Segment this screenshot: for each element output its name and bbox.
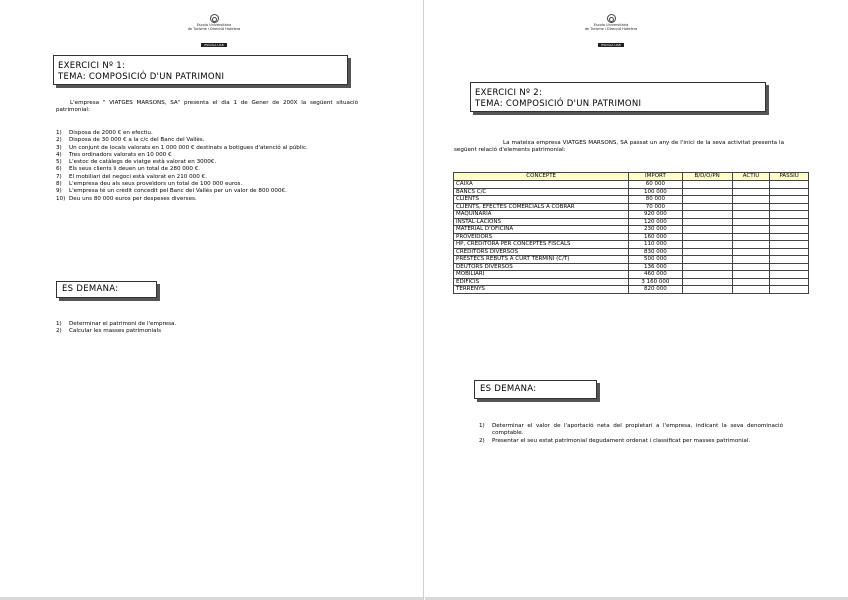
cell-actiu	[732, 226, 770, 234]
list-item-number: 1)	[479, 423, 485, 429]
exercise-intro: L'empresa " VIATGES MARSONS, SA" presenta el dia 1 de Gener de 200X la següent situació patrimonial:	[56, 100, 358, 114]
cell-import: 60 000	[629, 181, 682, 189]
cell-passiu	[770, 196, 809, 204]
table-row	[454, 181, 809, 189]
col-header-actiu: ACTIU	[732, 173, 770, 181]
asks-list	[479, 423, 783, 445]
cell-passiu	[770, 226, 809, 234]
list-item	[56, 196, 358, 203]
cell-import: 830 000	[629, 248, 682, 256]
header-line-2: de Turisme i Direcció Hotelera	[584, 27, 638, 31]
cell-passiu	[770, 188, 809, 196]
list-item-text: Determinar el patrimoni de l'empresa.	[69, 321, 177, 327]
header-line-1: Escola Universitària	[593, 23, 629, 27]
list-item-number: 10)	[56, 195, 66, 202]
col-header-concept: CONCEPTE	[454, 173, 629, 181]
cell-actiu	[732, 263, 770, 271]
cell-classification	[682, 196, 732, 204]
list-item-number: 3)	[56, 144, 62, 151]
cell-concept: EDIFICIS	[454, 278, 629, 286]
table-row	[454, 271, 809, 279]
cell-classification	[682, 226, 732, 234]
exercise-intro: La mateixa empresa VIATGES MARSONS, SA passat un any de l'inici de la seva activitat presenta la següent relació d'elements patrimonial:	[454, 140, 784, 154]
table-row	[454, 211, 809, 219]
col-header-passiu: PASSIU	[770, 173, 809, 181]
cell-classification	[682, 271, 732, 279]
list-item-number: 2)	[479, 437, 485, 444]
cell-import: 160 000	[629, 233, 682, 241]
cell-classification	[682, 233, 732, 241]
cell-concept: DEUTORS DIVERSOS	[454, 263, 629, 271]
list-item-text: L'empresa deu als seus proveïdors un total de 100 000 euros.	[69, 181, 243, 188]
header-line-1: Escola Universitària	[196, 23, 232, 27]
table-row	[454, 241, 809, 249]
cell-classification	[682, 241, 732, 249]
exercise-topic: TEMA: COMPOSICIÓ D'UN PATRIMONI	[58, 72, 225, 82]
cell-classification	[682, 278, 732, 286]
cell-classification	[682, 286, 732, 294]
exercise-number: EXERCICI Nº 1:	[58, 61, 126, 71]
cell-classification	[682, 218, 732, 226]
cell-classification	[682, 211, 732, 219]
cell-import: 70 000	[629, 203, 682, 211]
cell-passiu	[770, 271, 809, 279]
cell-classification	[682, 188, 732, 196]
list-item-number: 8)	[56, 181, 62, 188]
document-page-2	[425, 0, 848, 600]
cell-import: 80 000	[629, 196, 682, 204]
cell-concept: MATERIAL D'OFICINA	[454, 226, 629, 234]
university-logo-icon	[210, 14, 219, 23]
cell-passiu	[770, 211, 809, 219]
cell-concept: MAQUINARIA	[454, 211, 629, 219]
cell-import: 136 000	[629, 263, 682, 271]
page-header-logo	[549, 14, 673, 50]
cell-import: 100 000	[629, 188, 682, 196]
list-item	[56, 137, 358, 144]
list-item	[479, 423, 783, 438]
cell-classification	[682, 256, 732, 264]
list-item-number: 1)	[56, 321, 62, 327]
cell-import: 820 000	[629, 286, 682, 294]
table-row	[454, 248, 809, 256]
cell-passiu	[770, 263, 809, 271]
table-row	[454, 196, 809, 204]
list-item-number: 2)	[56, 328, 62, 335]
col-header-import: IMPORT	[629, 173, 682, 181]
cell-passiu	[770, 203, 809, 211]
table-row	[454, 263, 809, 271]
list-item-text: Deu uns 80 000 euros per despeses diverses.	[69, 195, 197, 202]
cell-actiu	[732, 181, 770, 189]
list-item-number: 2)	[56, 137, 62, 144]
cell-actiu	[732, 218, 770, 226]
exercise-title-box	[470, 82, 766, 112]
table-row	[454, 188, 809, 196]
list-item-text: El mobiliari del negoci està valorat en 210 000 €.	[69, 173, 207, 180]
cell-concept: HP, CREDITORA PER CONCEPTES FISCALS	[454, 241, 629, 249]
cell-passiu	[770, 286, 809, 294]
cell-actiu	[732, 196, 770, 204]
list-item	[56, 145, 358, 152]
cell-concept: INSTAL·LACIONS	[454, 218, 629, 226]
list-item	[56, 328, 358, 335]
cell-import: 230 000	[629, 226, 682, 234]
page-header-logo	[152, 14, 276, 50]
cell-concept: TERRENYS	[454, 286, 629, 294]
cell-passiu	[770, 181, 809, 189]
list-item-number: 5)	[56, 159, 62, 166]
asks-label: ES DEMANA:	[480, 384, 537, 394]
list-item-number: 4)	[56, 151, 62, 158]
cell-import: 500 000	[629, 256, 682, 264]
list-item	[56, 188, 358, 195]
cell-actiu	[732, 188, 770, 196]
asks-list	[56, 321, 358, 336]
cell-classification	[682, 203, 732, 211]
cell-concept: PRÉSTECS REBUTS A CURT TERMINI (C/T)	[454, 256, 629, 264]
cell-actiu	[732, 286, 770, 294]
list-item-number: 6)	[56, 166, 62, 173]
asks-box	[474, 380, 597, 399]
cell-import: 120 000	[629, 218, 682, 226]
asks-label: ES DEMANA:	[62, 284, 119, 294]
cell-passiu	[770, 241, 809, 249]
cell-actiu	[732, 278, 770, 286]
list-item-text: Tres ordinadors valorats en 10 000 €	[69, 151, 172, 158]
table-row	[454, 286, 809, 294]
table-row	[454, 233, 809, 241]
assets-table	[453, 172, 809, 294]
list-item-text: Calcular les masses patrimonials	[69, 328, 161, 335]
asks-box	[56, 281, 157, 298]
cell-import: 920 000	[629, 211, 682, 219]
list-item-text: Disposa de 2000 € en efectiu.	[69, 130, 153, 136]
cell-actiu	[732, 256, 770, 264]
cell-passiu	[770, 233, 809, 241]
list-item-text: Disposa de 30 000 € a la c/c del Banc del Vallès.	[69, 137, 205, 144]
cell-classification	[682, 263, 732, 271]
cell-passiu	[770, 248, 809, 256]
header-stamp: ESCOLA UAB	[598, 43, 623, 47]
cell-passiu	[770, 218, 809, 226]
list-item-text: L'empresa té un crèdit concedit pel Banc del Vallès per un valor de 800 000€.	[69, 188, 287, 195]
list-item-text: Els seus clients li deuen un total de 280 000 €.	[69, 166, 201, 173]
list-item	[479, 438, 783, 445]
table-row	[454, 226, 809, 234]
cell-classification	[682, 248, 732, 256]
university-logo-icon	[607, 14, 616, 23]
table-row	[454, 256, 809, 264]
list-item-number: 7)	[56, 173, 62, 180]
list-item	[56, 166, 358, 173]
cell-concept: CAIXA	[454, 181, 629, 189]
cell-passiu	[770, 256, 809, 264]
list-item	[56, 159, 358, 166]
cell-concept: PROVEÏDORS	[454, 233, 629, 241]
table-row	[454, 203, 809, 211]
exercise-number: EXERCICI Nº 2:	[475, 88, 543, 98]
cell-actiu	[732, 211, 770, 219]
list-item-number: 9)	[56, 188, 62, 195]
list-item	[56, 321, 358, 328]
table-header-row	[454, 173, 809, 181]
list-item-text: Un conjunt de locals valorats en 1 000 000 € destinats a botigues d'atenció al públic.	[69, 144, 308, 151]
exercise-topic: TEMA: COMPOSICIÓ D'UN PATRIMONI	[475, 99, 642, 109]
cell-concept: MOBILIARI	[454, 271, 629, 279]
col-header-classification: B/D/O/PN	[682, 173, 732, 181]
cell-actiu	[732, 233, 770, 241]
cell-actiu	[732, 241, 770, 249]
list-item-text: Determinar el valor de l'aportació neta del propietari a l'empresa, indicant la seva denominació comptable.	[492, 423, 783, 437]
cell-import: 3 160 000	[629, 278, 682, 286]
cell-classification	[682, 181, 732, 189]
cell-concept: CREDITORS DIVERSOS	[454, 248, 629, 256]
situation-list	[56, 130, 358, 203]
exercise-title-box	[53, 55, 348, 85]
cell-actiu	[732, 248, 770, 256]
cell-concept: CLIENTS, EFECTES COMERCIALS A COBRAR	[454, 203, 629, 211]
cell-actiu	[732, 203, 770, 211]
cell-actiu	[732, 271, 770, 279]
cell-passiu	[770, 278, 809, 286]
list-item	[56, 174, 358, 181]
header-line-2: de Turisme i Direcció Hotelera	[187, 27, 241, 31]
cell-concept: CLIENTS	[454, 196, 629, 204]
cell-import: 110 000	[629, 241, 682, 249]
table-row	[454, 218, 809, 226]
cell-import: 460 000	[629, 271, 682, 279]
header-stamp: ESCOLA UAB	[201, 43, 226, 47]
list-item-number: 1)	[56, 130, 62, 136]
list-item-text: L'estoc de catàlegs de viatge està valorat en 3000€.	[69, 159, 217, 166]
table-row	[454, 278, 809, 286]
list-item-text: Presentar el seu estat patrimonial degudament ordenat i classificat per masses patrimonial.	[492, 437, 751, 444]
cell-concept: BANCS C/C	[454, 188, 629, 196]
